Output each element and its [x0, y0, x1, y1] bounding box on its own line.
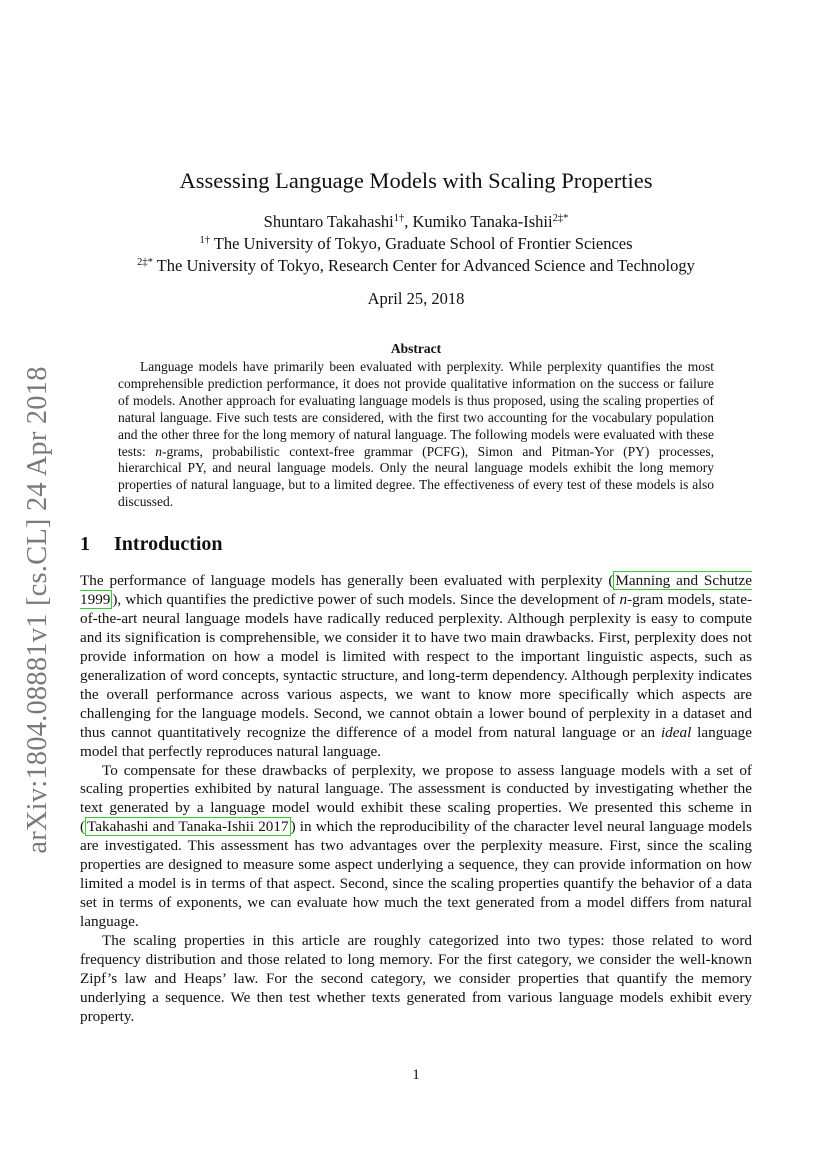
author-line — [80, 212, 752, 232]
abstract-text — [118, 359, 714, 511]
p2-text-b: ) in which the reproducibility of the character level neural language models are investigated. This assessment has two advantages over the perplexity measure. First, since the scaling properties are designed to measure some aspect underlying a sequence, they can provide information on how limited a model is in terms of that aspect. Second, since the scaling properties quantify the behavior of a data set in terms of exponents, we can evaluate how much the text generated from a model differs from natural language. — [80, 818, 752, 931]
affiliation-2-text: The University of Tokyo, Research Center for Advanced Science and Technology — [152, 256, 695, 275]
section-number: 1 — [80, 533, 90, 555]
author-separator: , — [404, 212, 413, 231]
author-1-name: Shuntaro Takahashi — [263, 212, 394, 231]
p1-italic-n: n — [619, 590, 628, 608]
abstract-italic-n: n — [155, 443, 162, 459]
affiliation-2 — [80, 256, 752, 276]
intro-paragraph-2 — [80, 762, 752, 933]
arxiv-stamp — [18, 365, 58, 855]
author-1-marks: 1† — [393, 213, 405, 224]
paper-date: April 25, 2018 — [367, 289, 465, 308]
affiliation-1-text: The University of Tokyo, Graduate School of Frontier Sciences — [209, 234, 633, 253]
citation-takahashi-tanaka-ishii[interactable] — [85, 817, 291, 836]
p1-text-d: language model that perfectly reproduces natural language. — [80, 723, 752, 760]
paper-title: Assessing Language Models with Scaling Properties — [179, 168, 653, 193]
affiliation-1-marks: 1† — [199, 235, 210, 246]
p1-text-c: -gram models, state-of-the-art neural language models have radically reduced perplexity. Although perplexity is easy to compute and its signification is comprehensible, we consider it to have two main drawbacks. First, perplexity does not provide information on how a model is limited with respect to the important linguistic aspects, such as generalization of word concepts, syntactic structure, and long-term dependency. Although perplexity indicates the overall performance across various aspects, we want to know more specifically which aspects are challenging for the language models. Second, we cannot obtain a lower bound of perplexity in a dataset and thus cannot quantitatively recognize the difference of a model from natural language or an — [80, 590, 753, 741]
p1-italic-ideal: ideal — [660, 723, 692, 741]
citation-2-authors: Takahashi and Tanaka-Ishii — [87, 818, 255, 836]
affiliation-1 — [80, 234, 752, 254]
introduction-body — [80, 572, 752, 1027]
section-title: Introduction — [114, 533, 223, 555]
affiliation-2-marks: 2‡* — [137, 257, 153, 268]
p2-text-a: To compensate for these drawbacks of perplexity, we propose to assess language models with a set of scaling properties exhibited by natural language. The assessment is conducted by investigating whether the text generated by a language model would exhibit these scaling properties. We presented this scheme in ( — [80, 761, 752, 836]
abstract-part-1: Language models have primarily been evaluated with perplexity. While perplexity quantifies the most comprehensible prediction performance, it does not provide qualitative information on the success or failure of models. Another approach for evaluating language models is thus proposed, using the scaling properties of natural language. Five such tests are considered, with the first two accounting for the vocabulary population and the other three for the long memory of natural language. The following models were evaluated with these tests: — [118, 359, 714, 459]
citation-1-authors: Manning and Schutze — [615, 572, 752, 589]
intro-paragraph-1 — [80, 572, 752, 762]
page-number: 1 — [412, 1066, 420, 1083]
author-2-name: Kumiko Tanaka-Ishii — [412, 212, 553, 231]
abstract-heading: Abstract — [390, 341, 442, 356]
arxiv-stamp-text: arXiv:1804.08881v1 [cs.CL] 24 Apr 2018 — [22, 366, 53, 854]
p1-text-a: The performance of language models has generally been evaluated with perplexity ( — [80, 572, 614, 589]
citation-1-year: 1999 — [80, 590, 111, 608]
abstract-part-2: -grams, probabilistic context-free grammar (PCFG), Simon and Pitman-Yor (PY) processes, hierarchical PY, and neural language models. Only the neural language models exhibit the long memory properties of natural language, but to a limited degree. The effectiveness of every test of these models is also discussed. — [118, 443, 714, 510]
author-2-marks: 2‡* — [552, 213, 569, 224]
p1-text-b: ), which quantifies the predictive power of such models. Since the development of — [112, 590, 620, 608]
intro-paragraph-3: The scaling properties in this article are roughly categorized into two types: those related to word frequency distribution and those related to long memory. For the first category, we consider the well-known Zipf’s law and Heaps’ law. For the second category, we consider properties that quantify the memory underlying a sequence. We then test whether texts generated from various language models exhibit every property. — [80, 932, 752, 1025]
section-heading — [80, 533, 223, 556]
citation-2-year: 2017 — [258, 818, 289, 836]
